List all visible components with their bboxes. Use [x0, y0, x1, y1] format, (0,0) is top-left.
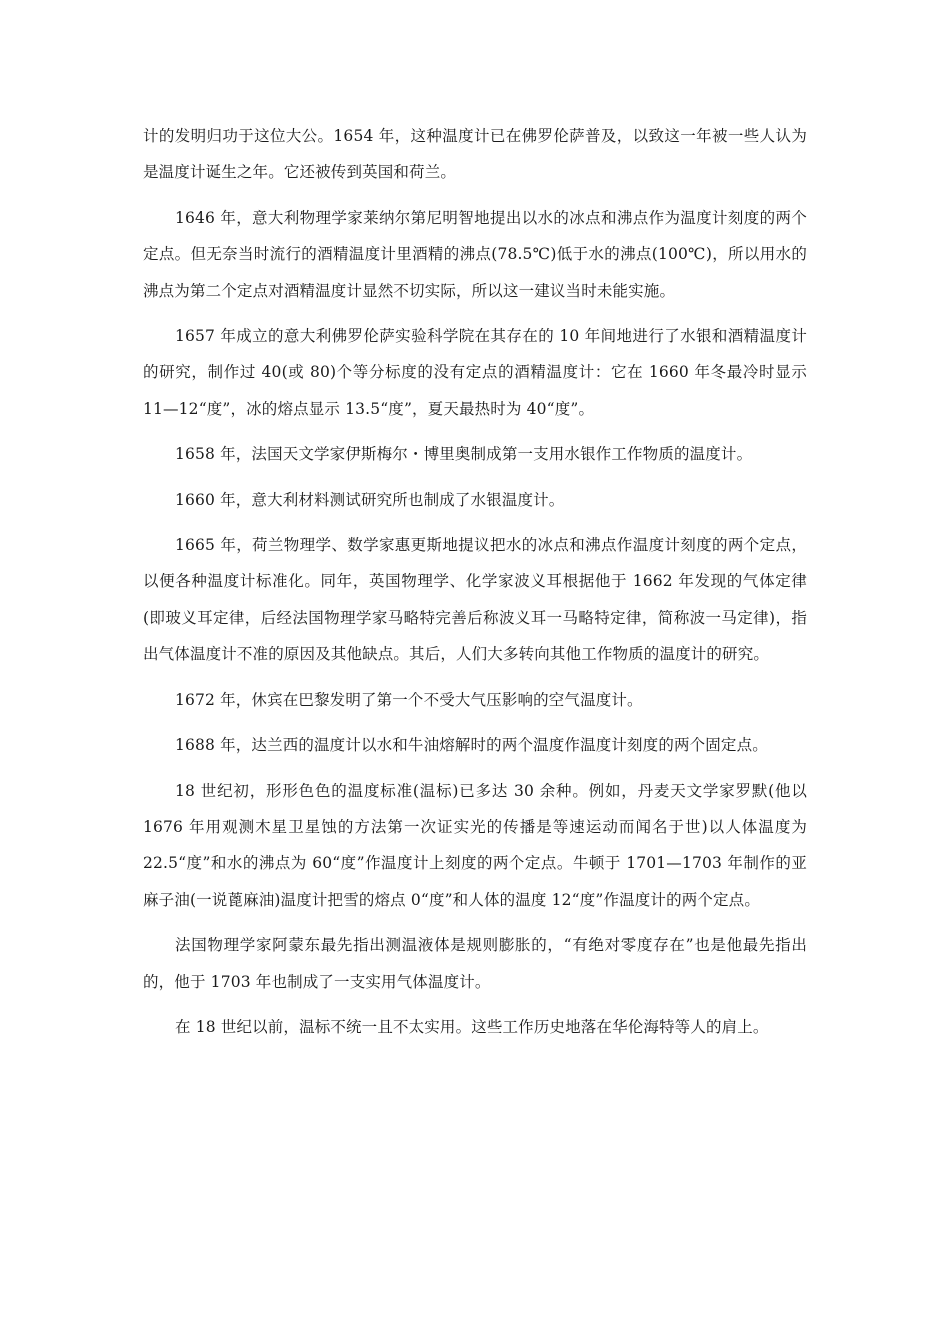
- paragraph-1646: 1646 年，意大利物理学家莱纳尔第尼明智地提出以水的冰点和沸点作为温度计刻度的两个定点。但无奈当时流行的酒精温度计里酒精的沸点(78.5℃)低于水的沸点(100℃)，所以用水的沸点为第二个定点对酒精温度计显然不切实际，所以这一建议当时未能实施。: [143, 208, 807, 300]
- paragraph-1657: 1657 年成立的意大利佛罗伦萨实验科学院在其存在的 10 年间地进行了水银和酒精温度计的研究，制作过 40(或 80)个等分标度的没有定点的酒精温度计：它在 1660 年冬最冷时显示 11—12“度”，冰的熔点显示 13.5“度”，夏天最热时为 40“度”。: [143, 327, 807, 418]
- document-page: [143, 118, 807, 1054]
- paragraph-1658: 1658 年，法国天文学家伊斯梅尔・博里奥制成第一支用水银作工作物质的温度计。: [175, 445, 753, 464]
- paragraph-before-18th-century: 在 18 世纪以前，温标不统一且不太实用。这些工作历史地落在华伦海特等人的肩上。: [175, 1017, 769, 1036]
- paragraph-18th-century: 18 世纪初，形形色色的温度标准(温标)已多达 30 余种。例如，丹麦天文学家罗默(他以 1676 年用观测木星卫星蚀的方法第一次证实光的传播是等速运动而闻名于世)以人体温度为 22.5“度”和水的沸点为 60“度”作温度计上刻度的两个定点。牛顿于 1701—1703 年制作的亚麻子油(一说蓖麻油)温度计把雪的熔点 0“度”和人体的温度 12“度”作温度计的两个定点。: [143, 781, 807, 909]
- paragraph-1665: 1665 年，荷兰物理学、数学家惠更斯地提议把水的冰点和沸点作温度计刻度的两个定点，以便各种温度计标准化。同年，英国物理学、化学家波义耳根据他于 1662 年发现的气体定律(即玻义耳定律，后经法国物理学家马略特完善后称波义耳一马略特定律，简称波一马定律)，指出气体温度计不准的原因及其他缺点。其后，人们大多转向其他工作物质的温度计的研究。: [143, 536, 807, 664]
- paragraph-1660: 1660 年，意大利材料测试研究所也制成了水银温度计。: [175, 490, 565, 509]
- paragraph-1688: 1688 年，达兰西的温度计以水和牛油熔解时的两个温度作温度计刻度的两个固定点。: [175, 736, 768, 755]
- paragraph-continuation: 计的发明归功于这位大公。1654 年，这种温度计已在佛罗伦萨普及，以致这一年被一些人认为是温度计诞生之年。它还被传到英国和荷兰。: [143, 127, 807, 182]
- paragraph-amontons: 法国物理学家阿蒙东最先指出测温液体是规则膨胀的，“有绝对零度存在”也是他最先指出的，他于 1703 年也制成了一支实用气体温度计。: [143, 936, 807, 991]
- paragraph-1672: 1672 年，休宾在巴黎发明了第一个不受大气压影响的空气温度计。: [175, 690, 643, 709]
